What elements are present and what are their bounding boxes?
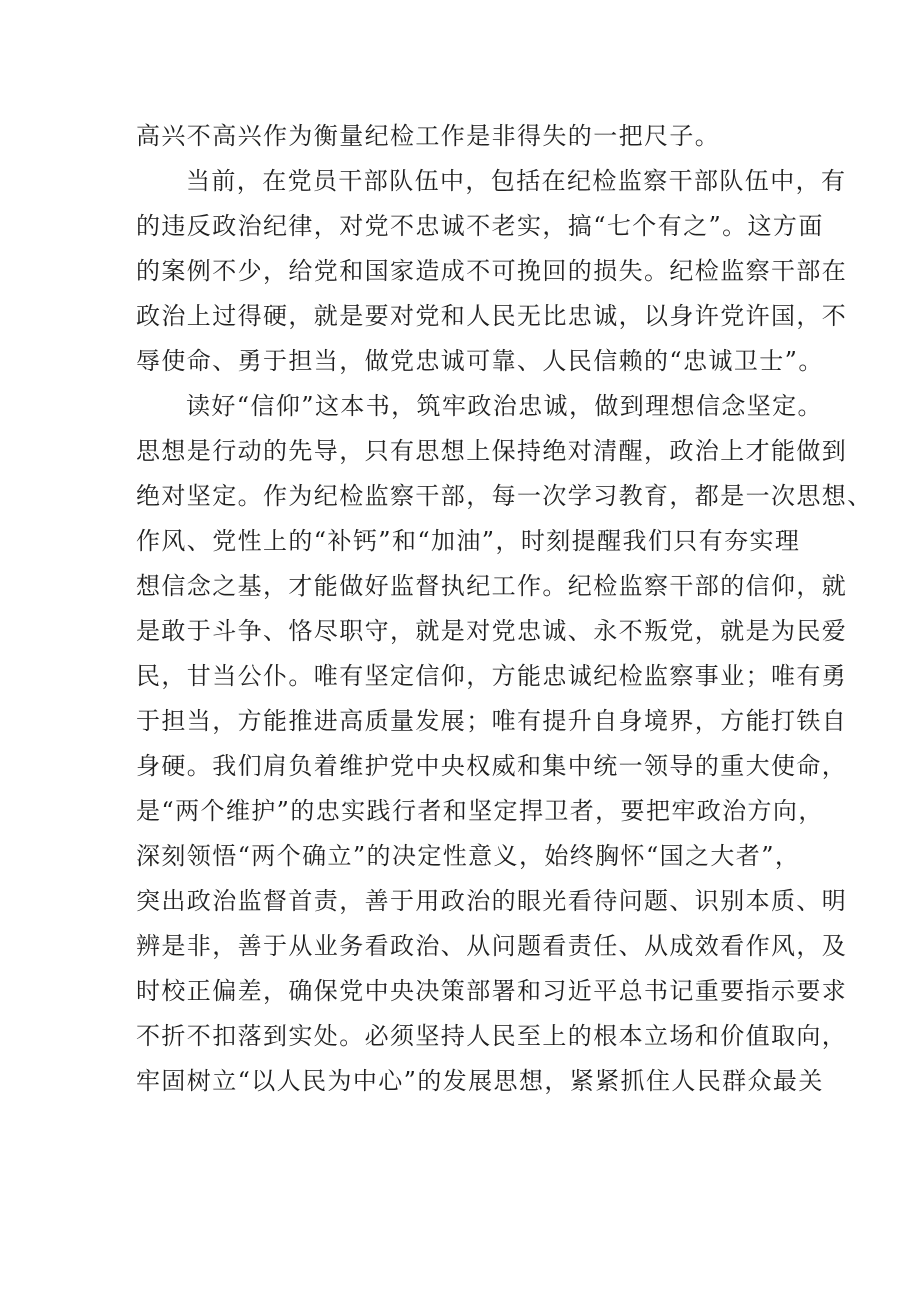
text-line: 民，甘当公仆。唯有坚定信仰，方能忠诚纪检监察事业；唯有勇 [136, 662, 848, 690]
text-line: 政治上过得硬，就是要对党和人民无比忠诚，以身许党许国，不 [136, 302, 848, 330]
text-line: 绝对坚定。作为纪检监察干部，每一次学习教育，都是一次思想、 [136, 482, 873, 510]
text-line: 当前，在党员干部队伍中，包括在纪检监察干部队伍中，有 [186, 167, 847, 195]
text-line: 思想是行动的先导，只有思想上保持绝对清醒，政治上才能做到 [136, 437, 848, 465]
body-text [136, 114, 873, 1104]
text-line: 的违反政治纪律，对党不忠诚不老实，搞“七个有之”。这方面 [136, 212, 824, 240]
text-line: 是敢于斗争、恪尽职守，就是对党忠诚、永不叛党，就是为民爱 [136, 617, 848, 645]
text-line: 时校正偏差，确保党中央决策部署和习近平总书记重要指示要求 [136, 977, 848, 1005]
text-line: 想信念之基，才能做好监督执纪工作。纪检监察干部的信仰，就 [136, 572, 848, 600]
text-line: 读好“信仰”这本书，筑牢政治忠诚，做到理想信念坚定。 [186, 392, 823, 420]
text-line: 辨是非，善于从业务看政治、从问题看责任、从成效看作风，及 [136, 932, 848, 960]
text-line: 不折不扣落到实处。必须坚持人民至上的根本立场和价值取向， [136, 1022, 848, 1050]
text-line: 是“两个维护”的忠实践行者和坚定捍卫者，要把牢政治方向， [136, 797, 824, 825]
text-line: 深刻领悟“两个确立”的决定性意义，始终胸怀“国之大者”， [136, 842, 801, 870]
text-line: 牢固树立“以人民为中心”的发展思想，紧紧抓住人民群众最关 [136, 1067, 824, 1095]
text-line: 身硬。我们肩负着维护党中央权威和集中统一领导的重大使命， [136, 752, 848, 780]
text-line: 辱使命、勇于担当，做党忠诚可靠、人民信赖的“忠诚卫士”。 [136, 347, 824, 375]
text-line: 于担当，方能推进高质量发展；唯有提升自身境界，方能打铁自 [136, 707, 848, 735]
text-line: 的案例不少，给党和国家造成不可挽回的损失。纪检监察干部在 [136, 257, 848, 285]
text-line: 高兴不高兴作为衡量纪检工作是非得失的一把尺子。 [136, 122, 721, 150]
text-line: 作风、党性上的“补钙”和“加油”，时刻提醒我们只有夯实理 [136, 527, 801, 555]
text-line: 突出政治监督首责，善于用政治的眼光看待问题、识别本质、明 [136, 887, 848, 915]
